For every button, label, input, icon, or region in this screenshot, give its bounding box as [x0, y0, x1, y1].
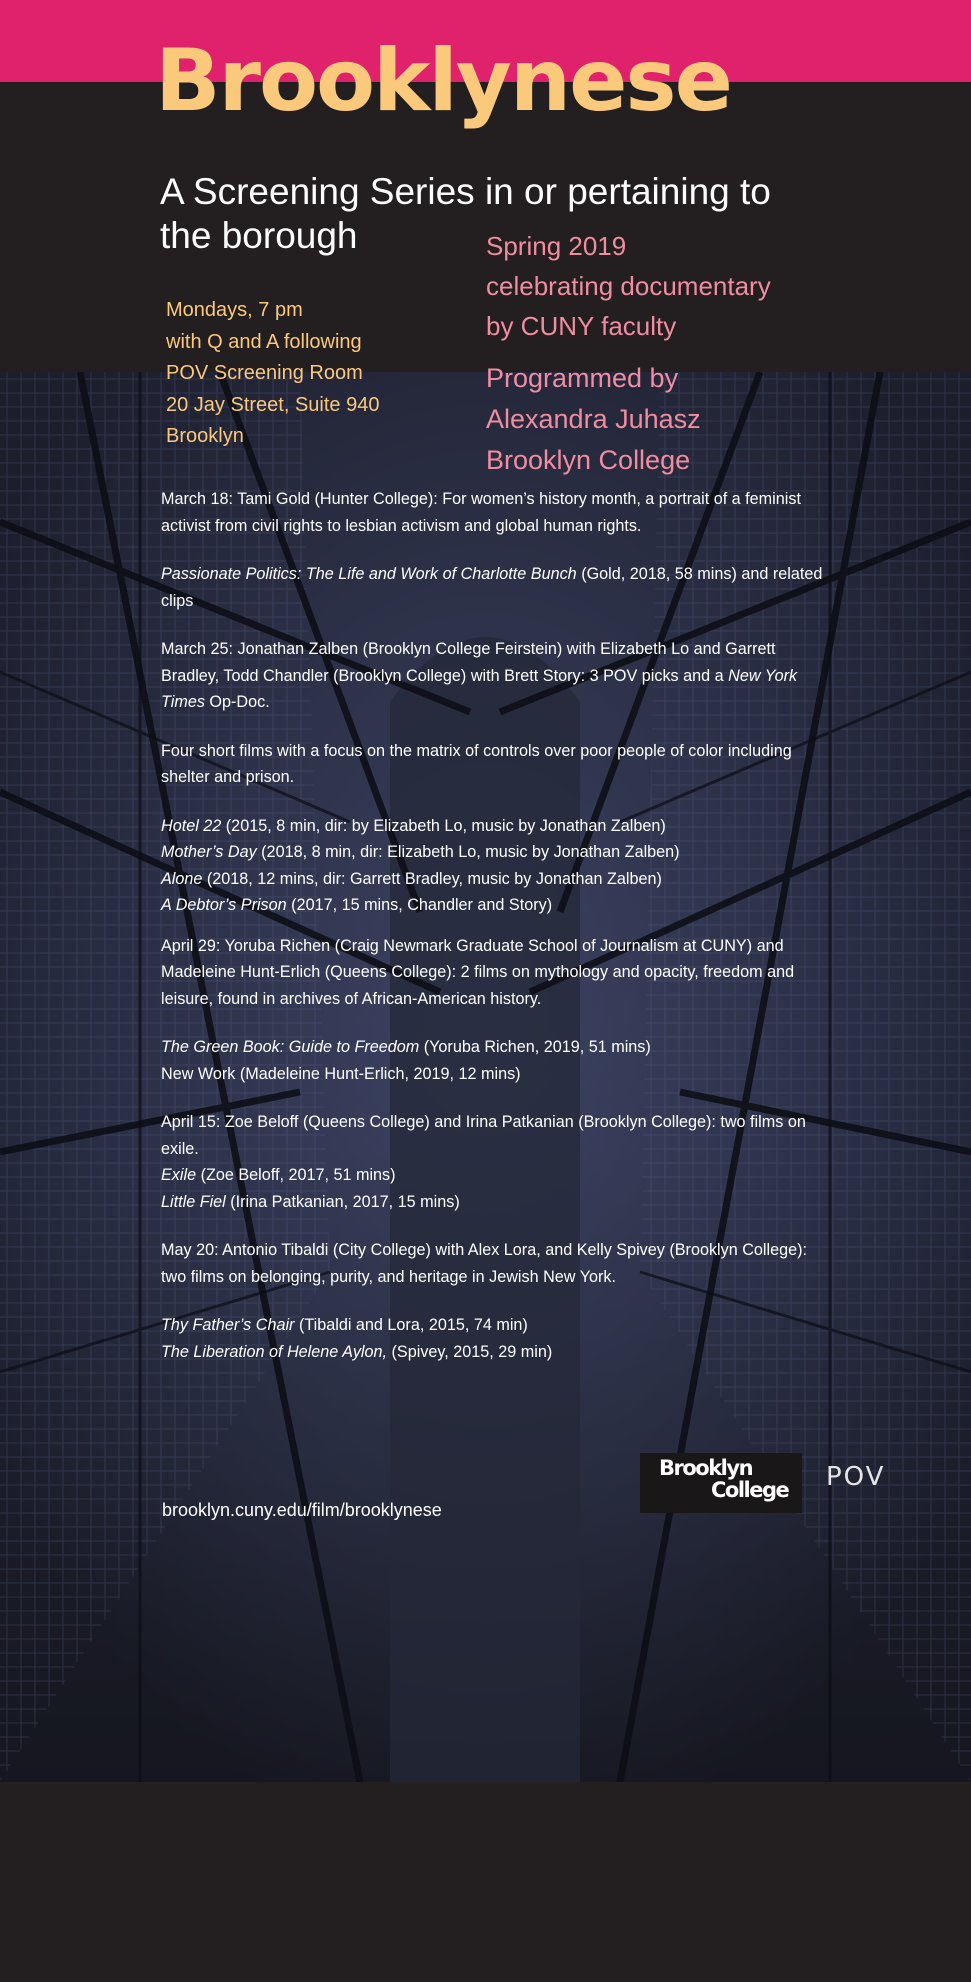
film-line [161, 1189, 831, 1216]
season-info [486, 226, 816, 346]
film-title: Mother’s Day [161, 843, 257, 861]
publication-title: New York Times [161, 666, 798, 711]
season-line: celebrating documentary [486, 271, 771, 301]
venue-line: Brooklyn [166, 425, 244, 447]
film-title: Thy Father’s Chair [161, 1316, 295, 1334]
may20-intro: May 20: Antonio Tibaldi (City College) with Alex Lora, and Kelly Spivey (Brooklyn College): two films on belonging, purity, and heritage in Jewish New York. [161, 1241, 808, 1286]
film-info: (Zoe Beloff, 2017, 51 mins) [196, 1166, 396, 1184]
march25-intro [161, 636, 831, 716]
logo-text: Brooklyn [659, 1456, 753, 1480]
brooklyn-college-logo [640, 1453, 802, 1513]
programmer-info [486, 358, 816, 481]
film-info: (Yoruba Richen, 2019, 51 mins) [419, 1038, 651, 1056]
film-line [161, 892, 831, 919]
programmer-line: Alexandra Juhasz [486, 404, 701, 434]
series-title: Brooklynese [155, 31, 731, 131]
season-line: Spring 2019 [486, 231, 627, 261]
intro-text: Op-Doc. [204, 693, 270, 711]
film-title: Alone [161, 869, 203, 888]
film-title: Hotel 22 [161, 816, 222, 835]
screening-schedule [161, 486, 831, 1365]
season-line: by CUNY faculty [486, 311, 677, 341]
programmer-line: Programmed by [486, 363, 679, 393]
film-info: (2017, 15 mins, Chandler and Story) [286, 896, 553, 914]
march18-intro: March 18: Tami Gold (Hunter College): For women’s history month, a portrait of a feminist activist from civil rights to lesbian activism and global human rights. [161, 490, 801, 535]
april15-intro: April 15: Zoe Beloff (Queens College) and Irina Patkanian (Brooklyn College): two films on exile. [161, 1113, 806, 1158]
film-info: (2018, 12 mins, dir: Garrett Bradley, music by Jonathan Zalben) [202, 869, 662, 888]
series-subtitle: A Screening Series in or pertaining to the borough [160, 171, 771, 256]
film-title: The Green Book: Guide to Freedom [161, 1038, 420, 1056]
film-info: (Spivey, 2015, 29 min) [387, 1342, 553, 1361]
venue-line: Mondays, 7 pm [166, 299, 303, 321]
film-info: (Tibaldi and Lora, 2015, 74 min) [294, 1316, 528, 1334]
film-title: Little Fiel [161, 1192, 226, 1211]
pov-logo: POV [826, 1462, 886, 1492]
venue-line: with Q and A following [166, 330, 362, 353]
logo-text: College [711, 1478, 789, 1502]
film-line [161, 866, 831, 893]
film-info: (2018, 8 min, dir: Elizabeth Lo, music by Jonathan Zalben) [256, 843, 680, 861]
film-title: Passionate Politics: The Life and Work of Charlotte Bunch [161, 565, 577, 583]
series-website-link[interactable]: brooklyn.cuny.edu/film/brooklynese [162, 1500, 442, 1520]
footer-background [0, 1782, 971, 1982]
film-title: The Liberation of Helene Aylon, [161, 1342, 388, 1361]
film-line [161, 1339, 831, 1366]
venue-info [166, 295, 466, 453]
film-title: A Debtor’s Prison [161, 896, 287, 914]
film-line [161, 813, 831, 840]
film-line [161, 1034, 831, 1061]
film-line [161, 1162, 831, 1189]
march25-description: Four short films with a focus on the matrix of controls over poor people of color including shelter and prison. [161, 741, 792, 786]
film-info: (Gold, 2018, 58 mins) and related clips [161, 565, 823, 610]
intro-text: March 25: Jonathan Zalben (Brooklyn College Feirstein) with Elizabeth Lo and Garrett Bradley, Todd Chandler (Brooklyn College) with Brett Story: 3 POV picks and a [161, 640, 776, 685]
film-info: (2015, 8 min, dir: by Elizabeth Lo, music by Jonathan Zalben) [221, 816, 666, 835]
film-info: (Irina Patkanian, 2017, 15 mins) [225, 1192, 460, 1211]
venue-line: POV Screening Room [166, 362, 363, 384]
film-line: New Work (Madeleine Hunt-Erlich, 2019, 12 mins) [161, 1064, 521, 1083]
film-line [161, 1312, 831, 1339]
march18-film [161, 561, 831, 614]
film-line [161, 839, 831, 866]
april29-intro: April 29: Yoruba Richen (Craig Newmark Graduate School of Journalism at CUNY) and Madeleine Hunt-Erlich (Queens College): 2 films on mythology and opacity, freedom and leisure, found in archives of African-American history. [161, 936, 795, 1008]
film-title: Exile [161, 1166, 197, 1184]
venue-line: 20 Jay Street, Suite 940 [166, 393, 380, 416]
programmer-line: Brooklyn College [486, 445, 691, 475]
